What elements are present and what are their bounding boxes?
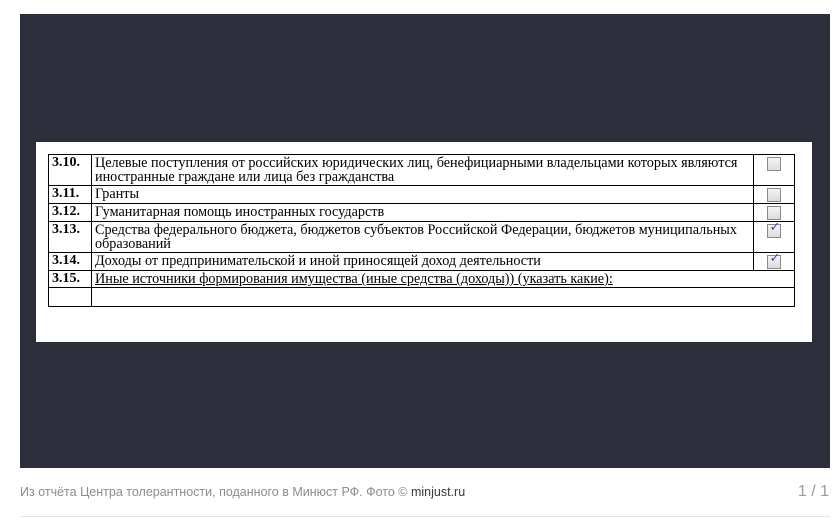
row-text	[92, 271, 795, 288]
table-row	[49, 222, 795, 253]
checkbox-checked-icon: ✓	[767, 224, 781, 238]
table-row	[49, 155, 795, 186]
row-number: 3.14.	[49, 253, 92, 271]
table-row	[49, 271, 795, 288]
row-checkbox-cell	[754, 186, 795, 204]
caption-text: Из отчёта Центра толерантности, поданного в Минюст РФ. Фото ©	[20, 485, 411, 499]
slide-counter: 1 / 1	[797, 483, 829, 500]
row-text: Доходы от предпринимательской и иной приносящей доход деятельности	[92, 253, 754, 271]
form-table	[48, 154, 795, 307]
checkbox-unchecked-icon	[767, 157, 781, 171]
row-checkbox-cell	[754, 253, 795, 271]
row-number: 3.12.	[49, 204, 92, 222]
row-checkbox-cell	[754, 222, 795, 253]
row-text: Целевые поступления от российских юридических лиц, бенефициарными владельцами которых являются иностранные граждане или лица без гражданства	[92, 155, 754, 186]
divider	[20, 516, 830, 517]
row-number: 3.15.	[49, 271, 92, 288]
caption-source-link[interactable]: minjust.ru	[410, 485, 466, 499]
checkbox-unchecked-icon	[767, 188, 781, 202]
table-row	[49, 186, 795, 204]
row-text: Гуманитарная помощь иностранных государств	[92, 204, 754, 222]
other-sources-label: Иные источники формирования имущества (иные средства (доходы)) (указать какие):	[95, 271, 613, 287]
row-text: Средства федерального бюджета, бюджетов субъектов Российской Федерации, бюджетов муниципальных образований	[92, 222, 754, 253]
row-text: Гранты	[92, 186, 754, 204]
document-image	[36, 142, 812, 342]
row-number: 3.10.	[49, 155, 92, 186]
table-row	[49, 204, 795, 222]
photo-caption	[20, 485, 465, 499]
table-row	[49, 253, 795, 271]
row-checkbox-cell	[754, 204, 795, 222]
row-text-blank	[92, 288, 795, 307]
image-viewer	[20, 14, 830, 468]
checkbox-checked-icon: ✓	[767, 255, 781, 269]
row-checkbox-cell	[754, 155, 795, 186]
row-number-blank	[49, 288, 92, 307]
table-row-blank	[49, 288, 795, 307]
checkbox-unchecked-icon	[767, 206, 781, 220]
row-number: 3.13.	[49, 222, 92, 253]
row-number: 3.11.	[49, 186, 92, 204]
